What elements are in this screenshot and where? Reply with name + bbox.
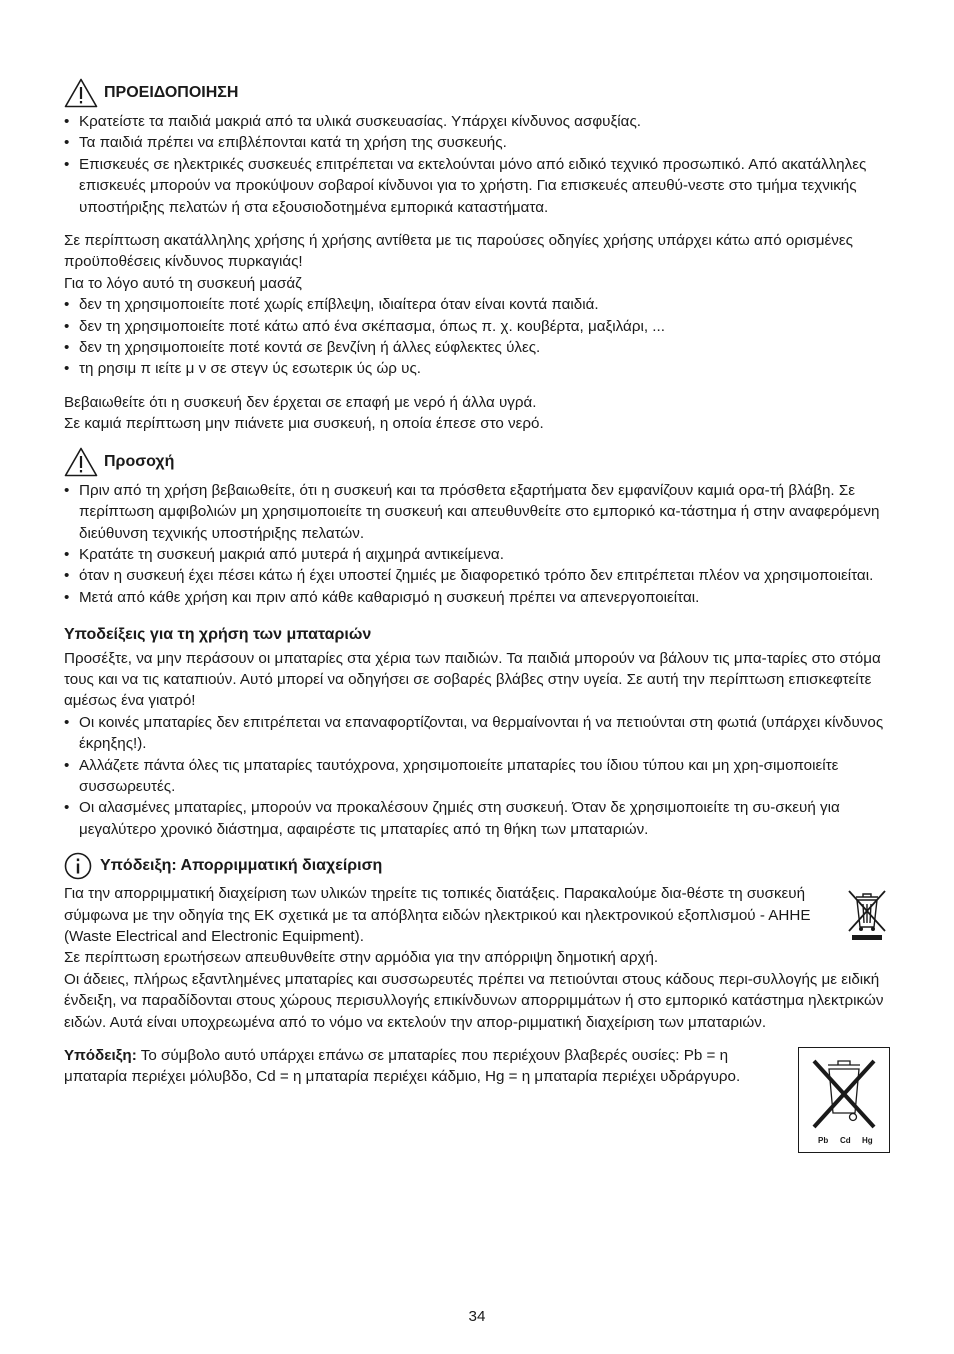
crossed-out-bin-icon [844,887,890,943]
fire-risk-list [64,294,890,380]
list-item: • Επισκευές σε ηλεκτρικές συσκευές επιτρέπεται να εκτελούνται μόνο από ειδικό τεχνικό προσωπικό. Από ακατάλληλες επισκευές μπορούν να προκύψουν σοβαροί κίνδυνοι για το χρήστη. Για επισκευές απευθύ-νεστε στο τμήμα τεχνικής υποστήριξης πελατών ή στα εξουσιοδοτημένα εμπορικά καταστήματα. [64,154,890,218]
warning-triangle-icon [64,447,104,477]
caution-heading [64,447,890,477]
note-text: Το σύμβολο αυτό υπάρχει επάνω σε μπαταρίες που περιέχουν βλαβερές ουσίες: Pb = η μπαταρία περιέχει μόλυβδο, Cd = η μπαταρία περιέχει κάδμιο, Hg = η μπαταρία περιέχει υδράργυρο. [64,1047,741,1086]
list-item: • δεν τη χρησιμοποιείτε ποτέ χωρίς επίβλεψη, ιδιαίτερα όταν είναι κοντά παιδιά. [64,294,890,315]
disposal-title: Υπόδειξη: Απορριμματική διαχείριση [100,857,383,875]
battery-symbol-row [64,1045,890,1153]
fire-risk-paragraph: Σε περίπτωση ακατάλληλης χρήσης ή χρήσης αντίθετα με τις παρούσες οδηγίες χρήσης υπάρχει κάτω από ορισμένες προϋποθέσεις κίνδυνος πυρκαγιάς! [64,232,853,271]
pb-label: Pb [818,1136,829,1146]
disposal-authority-paragraph: Σε περίπτωση ερωτήσεων απευθυνθείτε στην αρμόδια για την απόρριψη δημοτική αρχή. [64,949,659,967]
page-content [64,78,890,1153]
list-item: • Κρατάτε τη συσκευή μακριά από μυτερά ή αιχμηρά αντικείμενα. [64,544,890,565]
disposal-paragraph: Για την απορριμματική διαχείριση των υλικών τηρείτε τις τοπικές διατάξεις. Παρακαλούμε δια-θέστε τη συσκευή σύμφωνα με την οδηγία της ΕΚ σχετικά με τα απόβλητα ειδών ηλεκτρικού και ηλεκτρονικού εξοπλισμού - ΑΗΗΕ (Waste Electrical and Electronic Equipment). [64,885,811,945]
list-item: • τη ρησιμ π ιείτε μ ν σε στεγν ύς εσωτερικ ύς ώρ υς. [64,358,890,379]
list-item: • δεν τη χρησιμοποιείτε ποτέ κάτω από ένα σκέπασμα, όπως π. χ. κουβέρτα, μαξιλάρι, ... [64,316,890,337]
warning-triangle-icon [64,78,104,108]
battery-disposal-paragraph: Οι άδειες, πλήρως εξαντλημένες μπαταρίες και συσσωρευτές πρέπει να πετιούνται στους κάδους περι-συλλογής με ειδική ένδειξη, να παραδίδονται στους χώρους περισυλλογής επικίνδυνων απορριμμάτων ή στο εμπορικό κατάστημα ηλεκτρικών ειδών. Αυτά είναι υποχρεωμένα από το νόμο να εκτελούν την απορ-ριμματική διαχείριση των μπαταριών. [64,970,884,1031]
water-contact-paragraph: Βεβαιωθείτε ότι η συσκευή δεν έρχεται σε επαφή με νερό ή άλλα υγρά. [64,393,537,411]
batteries-heading: Υποδείξεις για τη χρήση των μπαταριών [64,626,372,644]
batteries-paragraph: Προσέξτε, να μην περάσουν οι μπαταρίες στα χέρια των παιδιών. Τα παιδιά μπορούν να βάλουν τις μπα-ταρίες στο στόμα τους και να τις καταπιούν. Αυτό μπορεί να οδηγήσει σε σοβαρές βλάβες στην υγεία. Σε αυτή την περίπτωση επισκεφτείτε αμέσως ένα γιατρό! [64,649,881,710]
hg-label: Hg [862,1136,873,1146]
note-label: Υπόδειξη: [64,1047,137,1065]
battery-symbol-note [64,1045,774,1088]
warning-title: ΠΡΟΕΙΔΟΠΟΙΗΣΗ [104,84,239,102]
caution-title: Προσοχή [104,452,175,470]
list-item: • Κρατείστε τα παιδιά μακριά από τα υλικά συσκευασίας. Υπάρχει κίνδυνος ασφυξίας. [64,111,890,132]
page-number: 34 [468,1308,486,1325]
list-item: • όταν η συσκευή έχει πέσει κάτω ή έχει υποστεί ζημιές με διαφορετικό τρόπο δεν επιτρέπεται πλέον να χρησιμοποιείται. [64,565,890,586]
fallen-in-water-paragraph: Σε καμιά περίπτωση μην πιάνετε μια συσκευή, η οποία έπεσε στο νερό. [64,415,544,433]
batteries-list [64,712,890,840]
list-item: • Οι κοινές μπαταρίες δεν επιτρέπεται να επαναφορτίζονται, να θερμαίνονται ή να πετιούνται στη φωτιά (υπάρχει κίνδυνος έκρηξης!). [64,712,890,755]
list-item: • Πριν από τη χρήση βεβαιωθείτε, ότι η συσκευή και τα πρόσθετα εξαρτήματα δεν εμφανίζουν καμιά ορα-τή βλάβη. Σε περίπτωση αμφιβολιών μη χρησιμοποιείτε τη συσκευή και απευθυνθείτε στο εμπορικό κα-τάστημα ή στην αναφερόμενη διεύθυνση τεχνικής υποστήριξης πελατών. [64,480,890,544]
warning-heading [64,78,890,108]
list-item: • δεν τη χρησιμοποιείτε ποτέ κοντά σε βενζίνη ή άλλες εύφλεκτες ύλες. [64,337,890,358]
list-item: • Αλλάζετε πάντα όλες τις μπαταρίες ταυτόχρονα, χρησιμοποιείτε μπαταρίες του ίδιου τύπου και μη χρη-σιμοποιείτε συσσωρευτές. [64,755,890,798]
list-item: • Μετά από κάθε χρήση και πριν από κάθε καθαρισμό η συσκευή πρέπει να απενεργοποιείται. [64,587,890,608]
disposal-weee-row [64,883,890,947]
crossed-out-bin-icon [802,1051,886,1149]
list-item: • Οι αλασμένες μπαταρίες, μπορούν να προκαλέσουν ζημιές στη συσκευή. Όταν δε χρησιμοποιείτε τη συ-σκευή για μεγαλύτερο χρονικό διάστημα, αφαιρέστε τις μπαταρίες από τη θήκη των μπαταριών. [64,797,890,840]
massage-device-intro: Για το λόγο αυτό τη συσκευή μασάζ [64,274,302,292]
battery-symbol-box [798,1047,890,1153]
cd-label: Cd [840,1136,851,1146]
disposal-heading [64,852,890,880]
list-item: • Τα παιδιά πρέπει να επιβλέπονται κατά τη χρήση της συσκευής. [64,132,890,153]
warning-list [64,111,890,218]
info-circle-icon [64,852,100,880]
caution-list [64,480,890,608]
